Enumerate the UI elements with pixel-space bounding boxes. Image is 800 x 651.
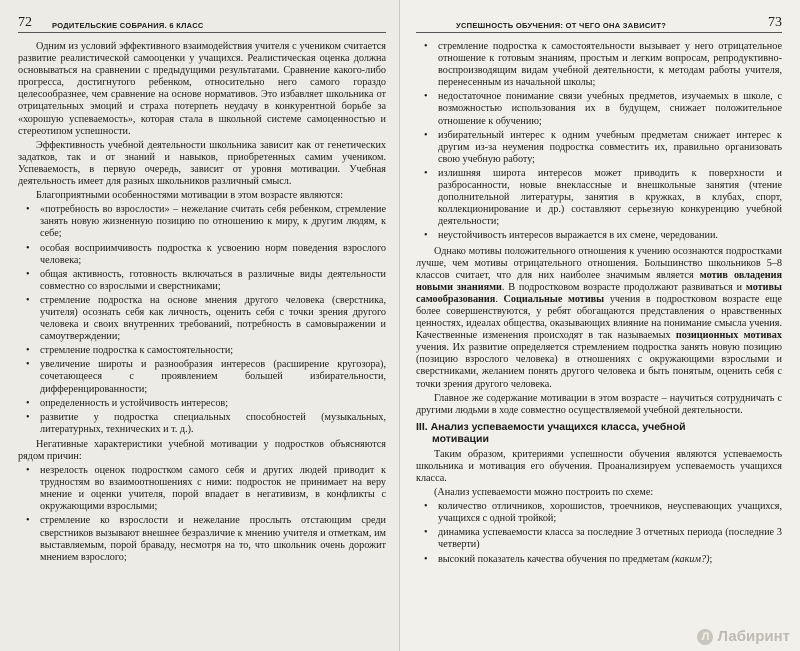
positive-features-list xyxy=(18,204,386,436)
list-item: • особая восприимчивость подростка к усвоению норм поведения взрослого человека; xyxy=(18,243,386,267)
page-number: 72 xyxy=(18,15,32,30)
list-item: • динамика успеваемости класса за последние 3 отчетных периода (последние 3 четверти) xyxy=(416,527,782,551)
text-run: . В подростковом возрасте продолжают развиваться и xyxy=(501,281,746,293)
list-item: • избирательный интерес к одним учебным предметам снижает интерес к другим из-за неумения подростка совместить их, правильно организовать свою учебную работу; xyxy=(416,130,782,166)
paragraph: Негативные характеристики учебной мотивации у подростков объясняются рядом причин: xyxy=(18,438,386,462)
bold-term: Социальные мотивы xyxy=(503,293,605,305)
list-item: • неустойчивость интересов выражается в их смене, чередовании. xyxy=(416,230,782,242)
paragraph: Одним из условий эффективного взаимодействия учителя с учеником считается развитие реалистической самооценки у учащихся. Реалистическая оценка должна основываться на сравнении с предыдущими результатами. Сравнение какого-либо прогресса, достигнутого ребенком, относительно него самого гораздо целесообразнее, чем сравнение на основе нормативов. Это избавляет школьника от отрицательных эмоций и страха потерпеть неудачу в конкурентной борьбе за «хорошую успеваемость», которая стала в школьной системе самоценностью и стереотипом успешности. xyxy=(18,41,386,137)
text-run: метам xyxy=(642,553,672,565)
paragraph: Благоприятными особенностями мотивации в этом возрасте являются: xyxy=(36,190,344,202)
left-page-body xyxy=(18,41,386,564)
continued-list xyxy=(416,41,782,243)
list-item xyxy=(416,554,782,566)
section-heading-line: мотивации xyxy=(432,433,489,446)
bold-term: мотивы самообразования xyxy=(416,281,782,305)
text-run: учения. Их развитие определяется стремлением подростка занять новую позицию (позицию взрослого человека) в отношениях с окружающими взрослыми и сверстниками, желанием понять другого человека и быть понятым, оценить себя с точки зрения другого человека. xyxy=(416,342,782,390)
text-run: ; xyxy=(709,553,713,565)
watermark-logo-icon: Л xyxy=(697,629,713,645)
text-run: Однако мотивы положительного отношения к учению осознаются подростками лучше, чем мотивы отрицательного отношения. Большинство школьников 5–8 классов считает, что для них наиболее значимым является xyxy=(416,245,782,281)
paragraph: (Анализ успеваемости можно построить по схеме: xyxy=(434,487,654,499)
page-number: 73 xyxy=(768,15,782,30)
negative-features-list xyxy=(18,465,386,564)
running-title: УСПЕШНОСТЬ ОБУЧЕНИЯ: ОТ ЧЕГО ОНА ЗАВИСИТ? xyxy=(456,21,667,30)
list-item: • излишняя широта интересов может приводить к поверхности и разбросанности, новые внеклассные и внешкольные занятия (чтение дополнительной литературы, занятия в кружках, в клубах, спорт, коллекционирование и др.) составляют серьезную конкуренцию учебной деятельности; xyxy=(416,168,782,228)
right-page-body xyxy=(416,41,782,566)
list-item: • количество отличников, хорошистов, троечников, неуспевающих учащихся, учащихся с одной тройкой; xyxy=(416,501,782,525)
watermark-text: Лабиринт xyxy=(717,628,790,645)
list-item: • увеличение широты и разнообразия интересов (расширение кругозора), сочетающееся с проявлением большей избирательности, дифференцированности; xyxy=(18,359,386,395)
watermark xyxy=(697,628,790,645)
bold-term: позиционных мотивах xyxy=(675,330,782,342)
text-run: учения в подростковом возрасте еще более совершенствуются, у ребят обогащаются представления о нравственных ценностях, идеалах общества, оказывающих влияние на понимание смысла учения. Качественные изменения происходят в так называемых xyxy=(416,293,783,342)
list-item: • стремление подростка к самостоятельности вызывает у него отрицательное отношение к готовым знаниям, простым и легким вопросам, репродуктивно-воспроизводящим видам учебной деятельности, к методам работы учителя, перенесенным из начальной школы; xyxy=(416,41,782,89)
bold-term: мотив овладения новыми знаниями xyxy=(416,269,782,293)
running-title: РОДИТЕЛЬСКИЕ СОБРАНИЯ. 6 КЛАСС xyxy=(52,21,204,30)
section-heading xyxy=(416,421,782,446)
list-item: • стремление ко взрослости и нежелание прослыть отстающим среди сверстников вызывают внешнее безразличие к мнению учителя и отметкам, им выставляемым, порой браваду, несмотря на то, что школьник очень дорожит мнением взрослого; xyxy=(18,515,386,563)
list-item: • стремление подростка на основе мнения другого человека (сверстника, учителя) осознать себя как личность, оценить себя с точки зрения другого человека и своих внутренних требований, потребность в самовыражении и самоутверждении; xyxy=(18,295,386,343)
paragraph: Таким образом, критериями успешности обучения являются успеваемость школьника и мотивация его обучения. Проанализируем успеваемость учащихся класса. xyxy=(416,448,782,484)
section-heading-line: III. Анализ успеваемости учащихся класса, учебной xyxy=(416,420,686,433)
list-item: • недостаточное понимание связи учебных предметов, изучаемых в школе, с возможностью использования их в будущем, снижает положительное отношение к обучению; xyxy=(416,91,782,127)
right-page-header xyxy=(416,14,782,33)
list-item: • развитие у подростка специальных способностей (музыкальных, литературных, технических и т. д.). xyxy=(18,412,386,436)
paragraph: Главное же содержание мотивации в этом возрасте – научиться сотрудничать с другими людьми в ходе совместно осуществляемой учебной деятельности. xyxy=(416,392,782,416)
analysis-scheme-list xyxy=(416,501,782,565)
italic-text: (каким?) xyxy=(671,553,710,565)
text-run: . xyxy=(495,293,504,305)
list-item: • незрелость оценок подростком самого себя и других людей приводит к трудностям во взаимоотношениях с ними: подросток не принимает на веру мнение и оценки учителя, порой впадает в негативизм, в конфликты с окружающими взрослыми; xyxy=(18,465,386,513)
paragraph: Эффективность учебной деятельности школьника зависит как от генетических задатков, так и от знаний и навыков, приобретенных самим учеником. Успеваемость, в первую очередь, зависит от уровня мотивации. Учебная деятельность имеет для разных школьников различный смысл. xyxy=(18,139,386,188)
list-item: • определенность и устойчивость интересов; xyxy=(18,398,386,410)
list-item: • общая активность, готовность включаться в различные виды деятельности совместно со взрослыми и сверстниками; xyxy=(18,269,386,293)
right-page xyxy=(400,0,800,651)
left-page-header xyxy=(18,14,386,33)
list-item: • «потребность во взрослости» – нежелание считать себя ребенком, стремление занять новую жизненную позицию по отношению к миру, к другим людям, к себе; xyxy=(18,204,386,240)
text-run: высокий показатель качества обучения по пред xyxy=(438,553,643,565)
motives-paragraph xyxy=(416,246,782,391)
list-item: • стремление подростка к самостоятельности; xyxy=(18,345,386,357)
